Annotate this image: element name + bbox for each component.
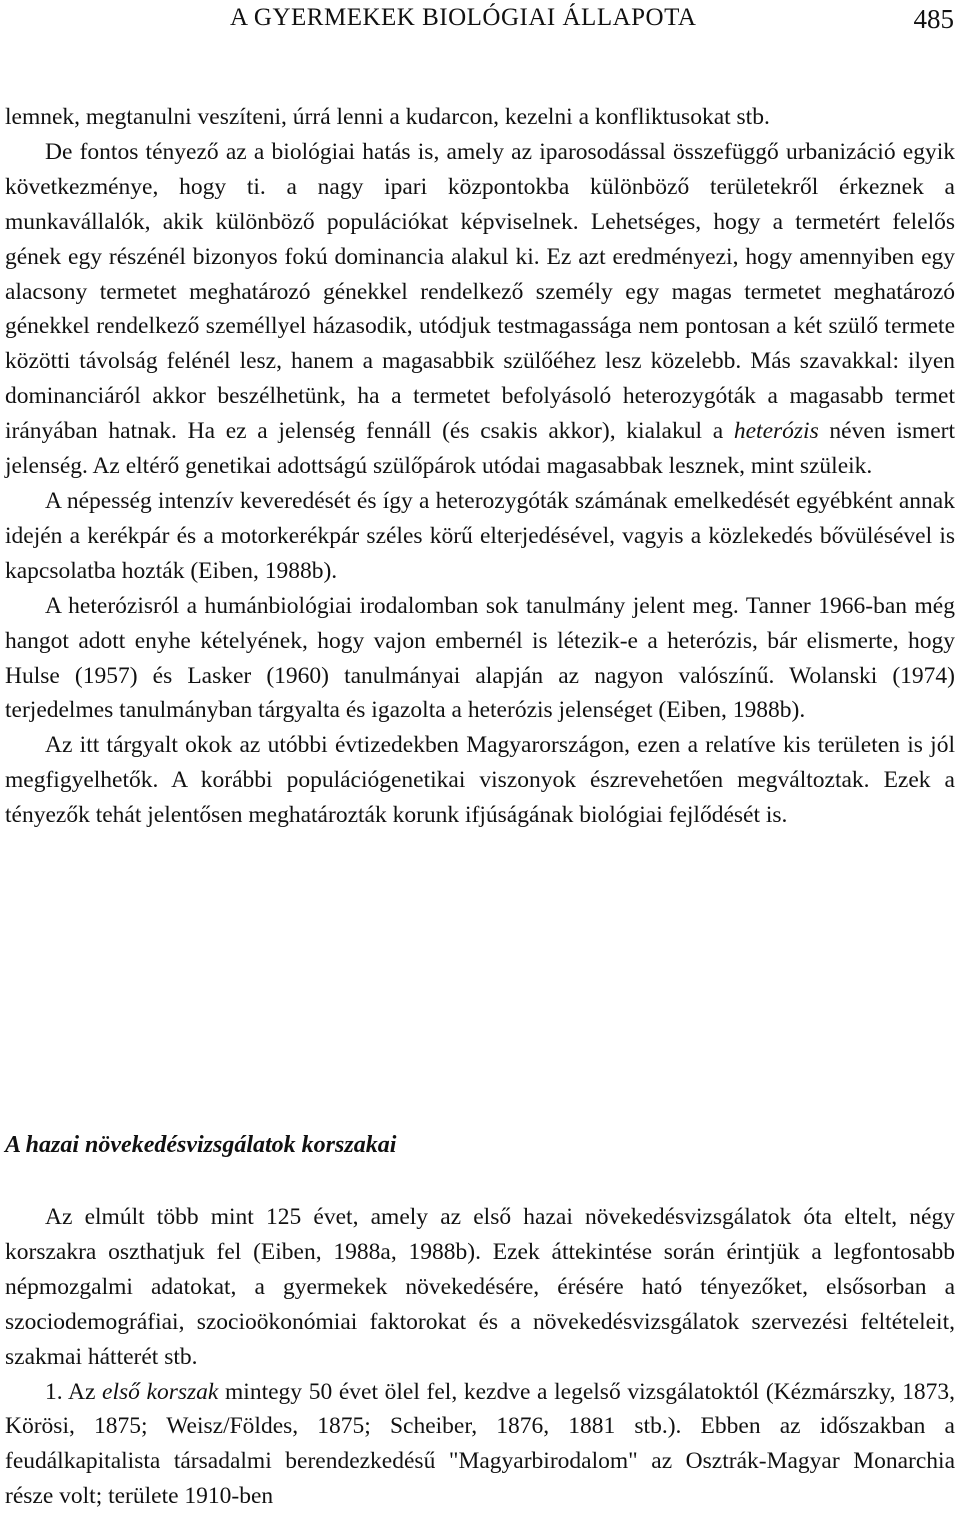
paragraph: A heterózisról a humánbiológiai irodalomban sok tanulmány jelent meg. Tanner 1966-ban még hangot adott enyhe kételyének, hogy vajon embernél is létezik-e a heterózis, bár elismerte, hogy Hulse (1957) és Lasker (1960) tanulmányai alapján az nagyon valószínű. Wolanski (1974) terjedelmes tanulmányban tárgyalta és igazolta a heterózis jelenséget (Eiben, 1988b). (5, 592, 955, 724)
page-number: 485 (913, 4, 954, 34)
paragraph-text: mintegy 50 évet ölel fel, kezdve a legelső vizsgálatoktól (Kézmárszky, 1873, Körösi, 1875; Weisz/Földes, 1875; Scheiber, 1876, 1881 stb.). Ebben az időszakban a feudálkapitalista társadalmi berendezkedésű "Magyarbirodalom" az Osztrák-Magyar Monarchia része volt; területe 1910-ben (5, 1378, 955, 1510)
emphasis-term: első korszak (102, 1378, 219, 1405)
paragraph: Az itt tárgyalt okok az utóbbi évtizedekben Magyarországon, ezen a relatíve kis területen is jól megfigyelhetők. A korábbi populációgenetikai viszonyok észrevehetően megváltoztak. Ezek a tényezők tehát jelentősen meghatározták korunk ifjúságának biológiai fejlődését is. (5, 732, 955, 829)
paragraph: lemnek, megtanulni veszíteni, úrrá lenni a kudarcon, kezelni a konfliktusokat stb. (5, 104, 770, 130)
paragraph-text: 1. Az (45, 1378, 103, 1405)
paragraph-text: néven ismert jelenség. Az eltérő genetikai adottságú szülőpárok utódai magasabbak lesznek, mint szüleik. (5, 418, 955, 480)
section-body (5, 1200, 955, 1514)
running-header (0, 0, 960, 40)
section-heading: A hazai növekedésvizsgálatok korszakai (5, 1132, 397, 1158)
paragraph-text: De fontos tényező az a biológiai hatás is, amely az iparosodással összefüggő urbanizáció egyik következménye, hogy ti. a nagy ipari központokba különböző területekről érkeznek a munkavállalók, akik különböző populációkat képviselnek. Lehetséges, hogy a termetért felelős gének egy részénél bizonyos fokú dominancia alakul ki. Ez azt eredményezi, hogy amennyiben egy alacsony termetet meghatározó génekkel rendelkező személy egy magas termetet meghatározó génekkel rendelkező személlyel házasodik, utódjuk testmagassága nem pontosan a két szülő termete közötti távolság felénél lesz, hanem a magasabbik szülőéhez lesz közelebb. Más szavakkal: ilyen dominanciáról akkor beszélhetünk, ha a termetet befolyásoló heterozygóták a magasabb termet irányában hatnak. Ha ez a jelenség fennáll (és csakis akkor), kialakul a (5, 138, 955, 445)
running-title: A GYERMEKEK BIOLÓGIAI ÁLLAPOTA (230, 4, 697, 31)
paragraph (5, 1375, 955, 1514)
paragraph: A népesség intenzív keveredését és így a heterozygóták számának emelkedését egyébként annak idején a kerékpár és a motorkerékpár széles körű elterjedésével, vagyis a közlekedés bővülésével is kapcsolatba hozták (Eiben, 1988b). (5, 487, 955, 584)
paragraph: Az elmúlt több mint 125 évet, amely az első hazai növekedésvizsgálatok óta eltelt, négy korszakra oszthatjuk fel (Eiben, 1988a, 1988b). Ezek áttekintése során érintjük a legfontosabb népmozgalmi adatokat, a gyermekek növekedésére, érésére ható tényezőket, elsősorban a szociodemográfiai, szocioökonómiai faktorokat és a növekedésvizsgálatok szervezési feltételeit, szakmai hátterét stb. (5, 1204, 955, 1370)
section-body (5, 100, 955, 833)
paragraph (5, 135, 955, 484)
emphasis-term: heterózis (733, 418, 819, 445)
